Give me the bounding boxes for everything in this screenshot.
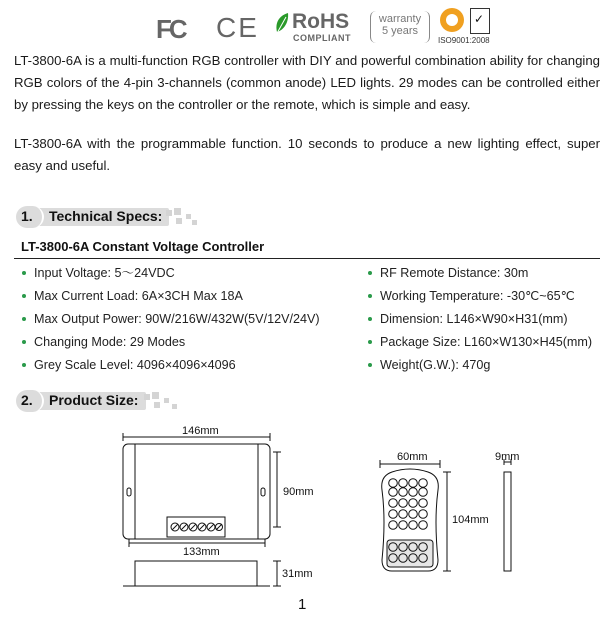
remote-key-icon: [399, 499, 408, 508]
dim-remote-height: 104mm: [452, 514, 489, 526]
ce-mark-icon: CE: [216, 12, 259, 43]
remote-key-icon: [409, 479, 418, 488]
remote-key-icon: [389, 554, 398, 563]
remote-key-icon: [389, 510, 398, 519]
controller-top-view: [123, 433, 281, 547]
controller-side-view: [123, 561, 281, 586]
dim-remote-width: 60mm: [397, 451, 428, 463]
remote-key-icon: [399, 521, 408, 530]
remote-key-icon: [409, 543, 418, 552]
remote-key-icon: [419, 543, 428, 552]
fc-logo-icon: FC: [156, 14, 185, 44]
remote-key-icon: [399, 510, 408, 519]
remote-key-icon: [409, 499, 418, 508]
remote-key-icon: [409, 554, 418, 563]
dim-controller-depth: 31mm: [282, 568, 313, 580]
remote-key-icon: [399, 554, 408, 563]
remote-side-view: [504, 459, 511, 571]
remote-key-icon: [389, 521, 398, 530]
spec-text: Changing Mode: 29 Modes: [34, 335, 186, 349]
remote-key-icon: [419, 554, 428, 563]
remote-key-icon: [419, 479, 428, 488]
spec-text: Package Size: L160×W130×H45(mm): [380, 335, 593, 349]
remote-key-icon: [399, 479, 408, 488]
section-number: 2.: [21, 392, 33, 408]
spec-text: Grey Scale Level: 4096×4096×4096: [34, 358, 236, 372]
dim-remote-thickness: 9mm: [495, 451, 520, 463]
remote-key-icon: [419, 510, 428, 519]
warranty-line1: warranty: [378, 13, 422, 25]
remote-key-icon: [389, 488, 398, 497]
remote-key-icon: [409, 521, 418, 530]
remote-key-icon: [409, 510, 418, 519]
intro-paragraph-1: LT-3800-6A is a multi-function RGB controller with DIY and powerful combination ability for changing RGB colors of the 4-pin 3-channels (common anode) LED lights. 29 modes can be controlled either by pressing the keys on the controller or the remote, which is simple and easy.: [14, 53, 600, 112]
spec-text: Weight(G.W.): 470g: [380, 358, 491, 372]
intro-paragraph-2: LT-3800-6A with the programmable function. 10 seconds to produce a new lighting effect, super easy and useful.: [14, 136, 600, 173]
section-title: Technical Specs:: [49, 208, 163, 224]
section-number: 1.: [21, 208, 33, 224]
warranty-line2: 5 years: [381, 25, 419, 37]
spec-text: Working Temperature: -30℃~65℃: [380, 289, 575, 303]
rohs-text: RoHS: [292, 10, 350, 33]
iso-text: ISO9001:2008: [438, 36, 490, 45]
remote-key-icon: [389, 543, 398, 552]
spec-text: Max Output Power: 90W/216W/432W(5V/12V/24V): [34, 312, 320, 326]
spec-text: Max Current Load: 6A×3CH Max 18A: [34, 289, 243, 303]
remote-key-icon: [389, 479, 398, 488]
remote-key-icon: [419, 499, 428, 508]
rohs-compliant-text: COMPLIANT: [293, 33, 351, 43]
remote-key-icon: [419, 521, 428, 530]
remote-key-icon: [419, 488, 428, 497]
page-number: 1: [298, 596, 307, 613]
specs-subtitle: LT-3800-6A Constant Voltage Controller: [21, 239, 265, 254]
remote-key-icon: [399, 488, 408, 497]
remote-key-icon: [389, 499, 398, 508]
dim-controller-length: 146mm: [182, 425, 219, 437]
spec-text: Dimension: L146×W90×H31(mm): [380, 312, 568, 326]
spec-text: RF Remote Distance: 30m: [380, 266, 529, 280]
dim-controller-inner: 133mm: [183, 546, 220, 558]
spec-text: Input Voltage: 5～24VDC: [34, 266, 175, 280]
remote-key-icon: [409, 488, 418, 497]
dim-controller-height: 90mm: [283, 486, 314, 498]
remote-key-icon: [399, 543, 408, 552]
section-title: Product Size:: [49, 392, 139, 408]
